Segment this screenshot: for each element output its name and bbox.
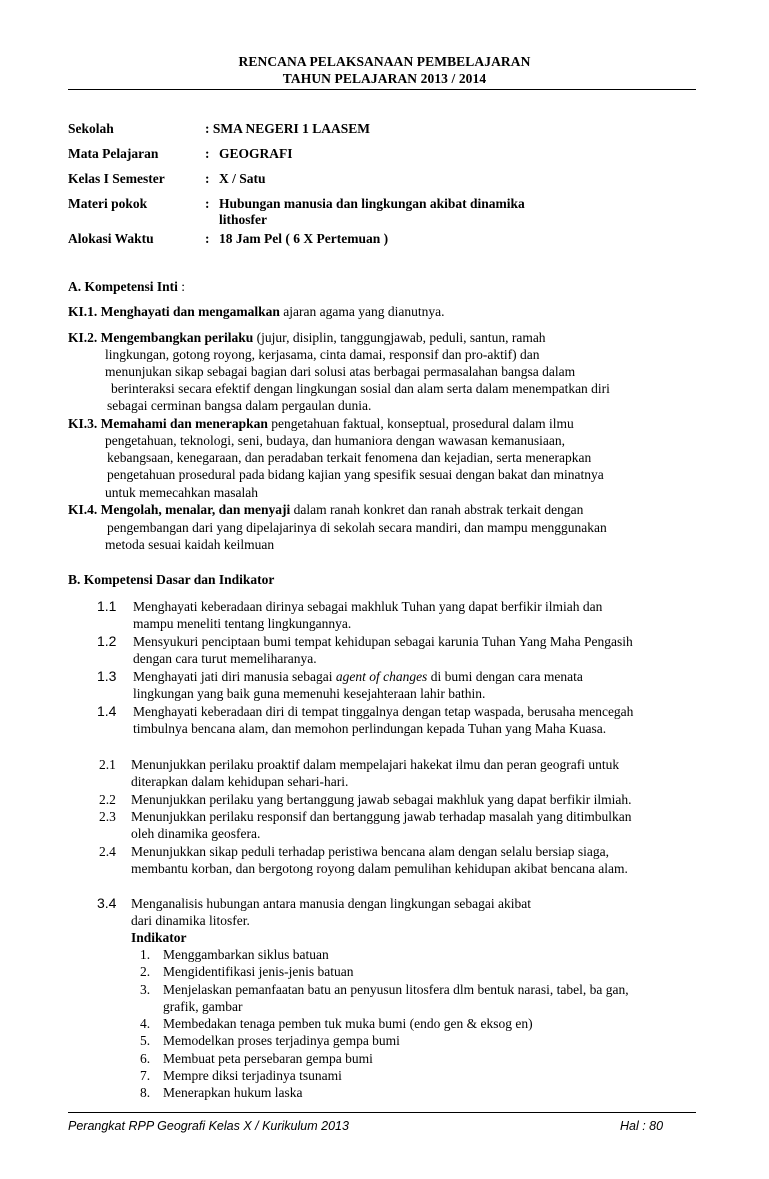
indikator-number: 8. xyxy=(140,1085,151,1100)
info-value-alokasi: 18 Jam Pel ( 6 X Pertemuan ) xyxy=(219,231,389,246)
indikator-number: 5. xyxy=(140,1033,151,1048)
indikator-number: 3. xyxy=(140,982,151,997)
ki3-line1: KI.3. Memahami dan menerapkan pengetahuan faktual, konseptual, prosedural dalam ilmu xyxy=(68,416,574,431)
kd-text: Menghayati jati diri manusia sebagai agent of changes di bumi dengan cara menata xyxy=(133,669,583,684)
indikator-item: Menerapkan hukum laska xyxy=(163,1085,303,1100)
kd-text-cont: dari dinamika litosfer. xyxy=(131,913,250,928)
ki2-line5: sebagai cerminan bangsa dalam pergaulan dunia. xyxy=(107,398,372,413)
info-value-kelas: X / Satu xyxy=(219,171,266,186)
section-b-heading: B. Kompetensi Dasar dan Indikator xyxy=(68,572,275,587)
info-colon-alokasi: : xyxy=(205,231,210,246)
kd-text: Mensyukuri penciptaan bumi tempat kehidupan sebagai karunia Tuhan Yang Maha Pengasih xyxy=(133,634,633,649)
kd-text: Menunjukkan perilaku responsif dan bertanggung jawab terhadap masalah yang ditimbulkan xyxy=(131,809,632,824)
indikator-item: Mempre diksi terjadinya tsunami xyxy=(163,1068,342,1083)
info-value-materi-2: lithosfer xyxy=(219,212,267,227)
kd-number: 1.2 xyxy=(97,633,117,649)
indikator-number: 4. xyxy=(140,1016,151,1031)
kd-number: 2.3 xyxy=(99,809,116,824)
kd-number: 2.1 xyxy=(99,757,116,772)
indikator-number: 1. xyxy=(140,947,151,962)
kd-text: Menunjukkan perilaku proaktif dalam mempelajari hakekat ilmu dan peran geografi untuk xyxy=(131,757,620,772)
kd-text-cont: diterapkan dalam kehidupan sehari-hari. xyxy=(131,774,349,789)
ki3-line4: pengetahuan prosedural pada bidang kajian yang spesifik sesuai dengan bakat dan minatnya xyxy=(107,467,604,482)
ki2-line2: lingkungan, gotong royong, kerjasama, cinta damai, responsif dan pro-aktif) dan xyxy=(105,347,540,362)
ki4-line2: pengembangan dari yang dipelajarinya di sekolah secara mandiri, dan mampu menggunakan xyxy=(107,520,607,535)
info-label-materi: Materi pokok xyxy=(68,196,148,211)
info-value-sekolah: : SMA NEGERI 1 LAASEM xyxy=(205,121,371,136)
indikator-item: Menjelaskan pemanfaatan batu an penyusun litosfera dlm bentuk narasi, tabel, ba gan, xyxy=(163,982,629,997)
kd-text: Menghayati keberadaan diri di tempat tinggalnya dengan tetap waspada, berusaha mencegah xyxy=(133,704,634,719)
indikator-item-cont: grafik, gambar xyxy=(163,999,243,1014)
indikator-item: Mengidentifikasi jenis-jenis batuan xyxy=(163,964,354,979)
section-a-heading: A. Kompetensi Inti : xyxy=(68,279,186,294)
kd-number: 3.4 xyxy=(97,895,117,911)
kd-number: 1.4 xyxy=(97,703,117,719)
page-number: Hal : 80 xyxy=(620,1119,664,1133)
info-label-sekolah: Sekolah xyxy=(68,121,114,136)
ki4-line3: metoda sesuai kaidah keilmuan xyxy=(105,537,275,552)
doc-title-line2: TAHUN PELAJARAN 2013 / 2014 xyxy=(282,71,487,86)
kd-text: Menunjukkan perilaku yang bertanggung jawab sebagai makhluk yang dapat berfikir ilmiah. xyxy=(131,792,632,807)
ki3-line3: kebangsaan, kenegaraan, dan peradaban terkait fenomena dan kejadian, serta menerapkan xyxy=(107,450,592,465)
ki3-line5: untuk memecahkan masalah xyxy=(105,485,258,500)
kd-text-cont: lingkungan yang baik guna memenuhi kesejahteraan lahir bathin. xyxy=(133,686,486,701)
indikator-item: Membedakan tenaga pemben tuk muka bumi (endo gen & eksog en) xyxy=(163,1016,533,1031)
info-value-mapel: GEOGRAFI xyxy=(219,146,293,161)
info-colon-mapel: : xyxy=(205,146,210,161)
indikator-number: 2. xyxy=(140,964,151,979)
info-label-kelas: Kelas I Semester xyxy=(68,171,165,186)
kd-number: 1.1 xyxy=(97,598,117,614)
kd-text-cont: oleh dinamika geosfera. xyxy=(131,826,261,841)
kd-text: Menganalisis hubungan antara manusia dengan lingkungan sebagai akibat xyxy=(131,896,532,911)
info-value-materi: Hubungan manusia dan lingkungan akibat dinamika xyxy=(219,196,525,211)
ki1-line: KI.1. Menghayati dan mengamalkan ajaran agama yang dianutnya. xyxy=(68,304,445,319)
kd-number: 2.4 xyxy=(99,844,116,859)
ki2-line4: berinteraksi secara efektif dengan lingkungan sosial dan alam serta dalam menempatkan diri xyxy=(111,381,610,396)
indikator-number: 7. xyxy=(140,1068,151,1083)
kd-text-cont: membantu korban, dan bergotong royong dalam pemulihan kehidupan akibat bencana alam. xyxy=(131,861,628,876)
indikator-item: Membuat peta persebaran gempa bumi xyxy=(163,1051,373,1066)
indikator-number: 6. xyxy=(140,1051,151,1066)
info-label-mapel: Mata Pelajaran xyxy=(68,146,159,161)
kd-number: 2.2 xyxy=(99,792,116,807)
ki2-line1: KI.2. Mengembangkan perilaku (jujur, disiplin, tanggungjawab, peduli, santun, ramah xyxy=(68,330,546,345)
kd-text-cont: dengan cara turut memeliharanya. xyxy=(133,651,317,666)
indikator-item: Menggambarkan siklus batuan xyxy=(163,947,329,962)
kd-text: Menunjukkan sikap peduli terhadap peristiwa bencana alam dengan selalu bersiap siaga, xyxy=(131,844,609,859)
footer-divider xyxy=(68,1112,696,1113)
kd-text-cont: mampu meneliti tentang lingkungannya. xyxy=(133,616,352,631)
info-colon-materi: : xyxy=(205,196,210,211)
kd-text: Menghayati keberadaan dirinya sebagai makhluk Tuhan yang dapat berfikir ilmiah dan xyxy=(133,599,603,614)
kd-number: 1.3 xyxy=(97,668,117,684)
footer-text: Perangkat RPP Geografi Kelas X / Kurikulum 2013 xyxy=(68,1119,349,1133)
title-divider xyxy=(68,89,696,90)
doc-title-line1: RENCANA PELAKSANAAN PEMBELAJARAN xyxy=(238,54,531,69)
ki3-line2: pengetahuan, teknologi, seni, budaya, dan humaniora dengan wawasan kemanusiaan, xyxy=(105,433,565,448)
ki4-line1: KI.4. Mengolah, menalar, dan menyaji dalam ranah konkret dan ranah abstrak terkait dengan xyxy=(68,502,584,517)
info-colon-kelas: : xyxy=(205,171,210,186)
kd-text-cont: timbulnya bencana alam, dan memohon perlindungan kepada Tuhan yang Maha Kuasa. xyxy=(133,721,607,736)
ki2-line3: menunjukan sikap sebagai bagian dari solusi atas berbagai permasalahan bangsa dalam xyxy=(105,364,576,379)
info-label-alokasi: Alokasi Waktu xyxy=(68,231,154,246)
indikator-heading: Indikator xyxy=(131,930,187,945)
indikator-item: Memodelkan proses terjadinya gempa bumi xyxy=(163,1033,400,1048)
